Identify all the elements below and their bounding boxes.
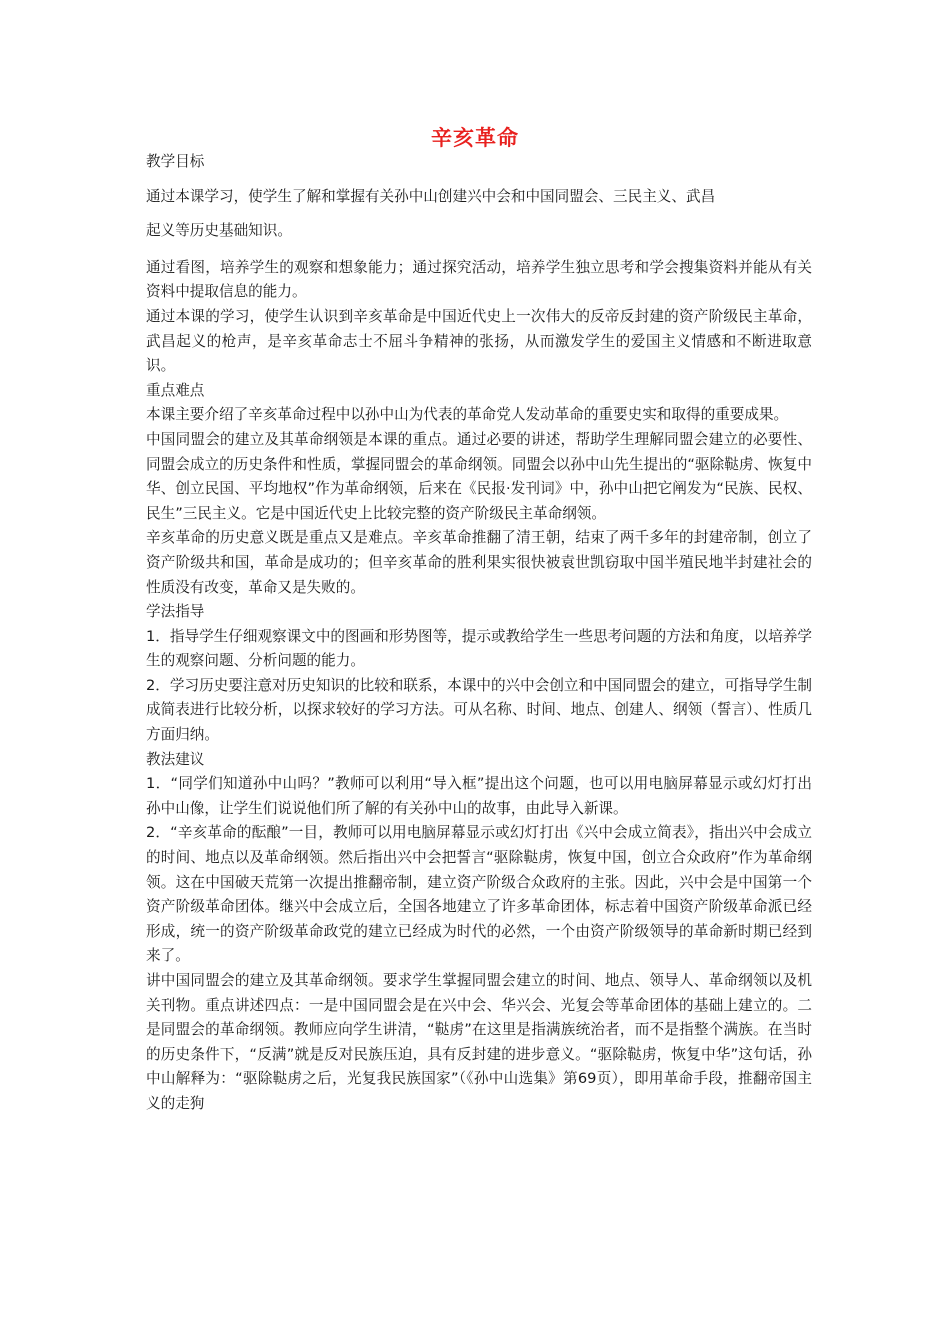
document-body xyxy=(146,150,812,1117)
paragraph: 中国同盟会的建立及其革命纲领是本课的重点。通过必要的讲述，帮助学生理解同盟会建立的必要性、同盟会成立的历史条件和性质，掌握同盟会的革命纲领。同盟会以孙中山先生提出的“驱除鞑虏、恢复中华、创立民国、平均地权”作为革命纲领，后来在《民报·发刊词》中，孙中山把它阐发为“民族、民权、民生”三民主义。它是中国近代史上比较完整的资产阶级民主革命纲领。 xyxy=(146,430,812,522)
section-heading-study-method: 学法指导 xyxy=(146,603,205,621)
paragraph: 本课主要介绍了辛亥革命过程中以孙中山为代表的革命党人发动革命的重要史实和取得的重要成果。 xyxy=(146,406,789,424)
paragraph: 起义等历史基础知识。 xyxy=(146,222,292,240)
section-heading-key-points: 重点难点 xyxy=(146,381,205,399)
paragraph: 通过本课学习，使学生了解和掌握有关孙中山创建兴中会和中国同盟会、三民主义、武昌 xyxy=(146,187,716,205)
paragraph: 2．学习历史要注意对历史知识的比较和联系，本课中的兴中会创立和中国同盟会的建立，可指导学生制成简表进行比较分析，以探求较好的学习方法。可从名称、时间、地点、创建人、纲领（誓言）、性质几方面归纳。 xyxy=(146,676,813,744)
section-heading-objectives: 教学目标 xyxy=(146,153,205,170)
paragraph: 辛亥革命的历史意义既是重点又是难点。辛亥革命推翻了清王朝，结束了两千多年的封建帝制，创立了资产阶级共和国，革命是成功的；但辛亥革命的胜利果实很快被袁世凯窃取中国半殖民地半封建社会的性质没有改变，革命又是失败的。 xyxy=(146,529,812,596)
paragraph: 1．指导学生仔细观察课文中的图画和形势图等，提示或教给学生一些思考问题的方法和角度，以培养学生的观察问题、分析问题的能力。 xyxy=(146,627,813,670)
paragraph: 通过本课的学习，使学生认识到辛亥革命是中国近代史上一次伟大的反帝反封建的资产阶级民主革命，武昌起义的枪声，是辛亥革命志士不屈斗争精神的张扬，从而激发学生的爱国主义情感和不断进取意识。 xyxy=(146,307,812,375)
paragraph: 1．“同学们知道孙中山吗？”教师可以利用“导入框”提出这个问题，也可以用电脑屏幕显示或幻灯打出孙中山像，让学生们说说他们所了解的有关孙中山的故事，由此导入新课。 xyxy=(146,775,812,817)
section-heading-teaching-suggestions: 教法建议 xyxy=(146,750,205,768)
paragraph: 通过看图，培养学生的观察和想象能力；通过探究活动，培养学生独立思考和学会搜集资料并能从有关资料中提取信息的能力。 xyxy=(146,258,812,301)
page-title: 辛亥革命 xyxy=(431,126,519,150)
paragraph: 2．“辛亥革命的酝酿”一目，教师可以用电脑屏幕显示或幻灯打出《兴中会成立简表》，指出兴中会成立的时间、地点以及革命纲领。然后指出兴中会把誓言“驱除鞑虏，恢复中国，创立合众政府”作为革命纲领。这在中国破天荒第一次提出推翻帝制，建立资产阶级合众政府的主张。因此，兴中会是中国第一个资产阶级革命团体。继兴中会成立后，全国各地建立了许多革命团体，标志着中国资产阶级革命派已经形成，统一的资产阶级革命政党的建立已经成为时代的必然，一个由资产阶级领导的革命新时期已经到来了。 xyxy=(146,824,812,965)
paragraph: 讲中国同盟会的建立及其革命纲领。要求学生掌握同盟会建立的时间、地点、领导人、革命纲领以及机关刊物。重点讲述四点：一是中国同盟会是在兴中会、华兴会、光复会等革命团体的基础上建立的。二是同盟会的革命纲领。教师应向学生讲清，“鞑虏”在这里是指满族统治者，而不是指整个满族。在当时的历史条件下，“反满”就是反对民族压迫，具有反封建的进步意义。“驱除鞑虏，恢复中华”这句话，孙中山解释为：“驱除鞑虏之后，光复我民族国家”（《孙中山选集》第69页），即用革命手段，推翻帝国主义的走狗 xyxy=(146,972,812,1112)
